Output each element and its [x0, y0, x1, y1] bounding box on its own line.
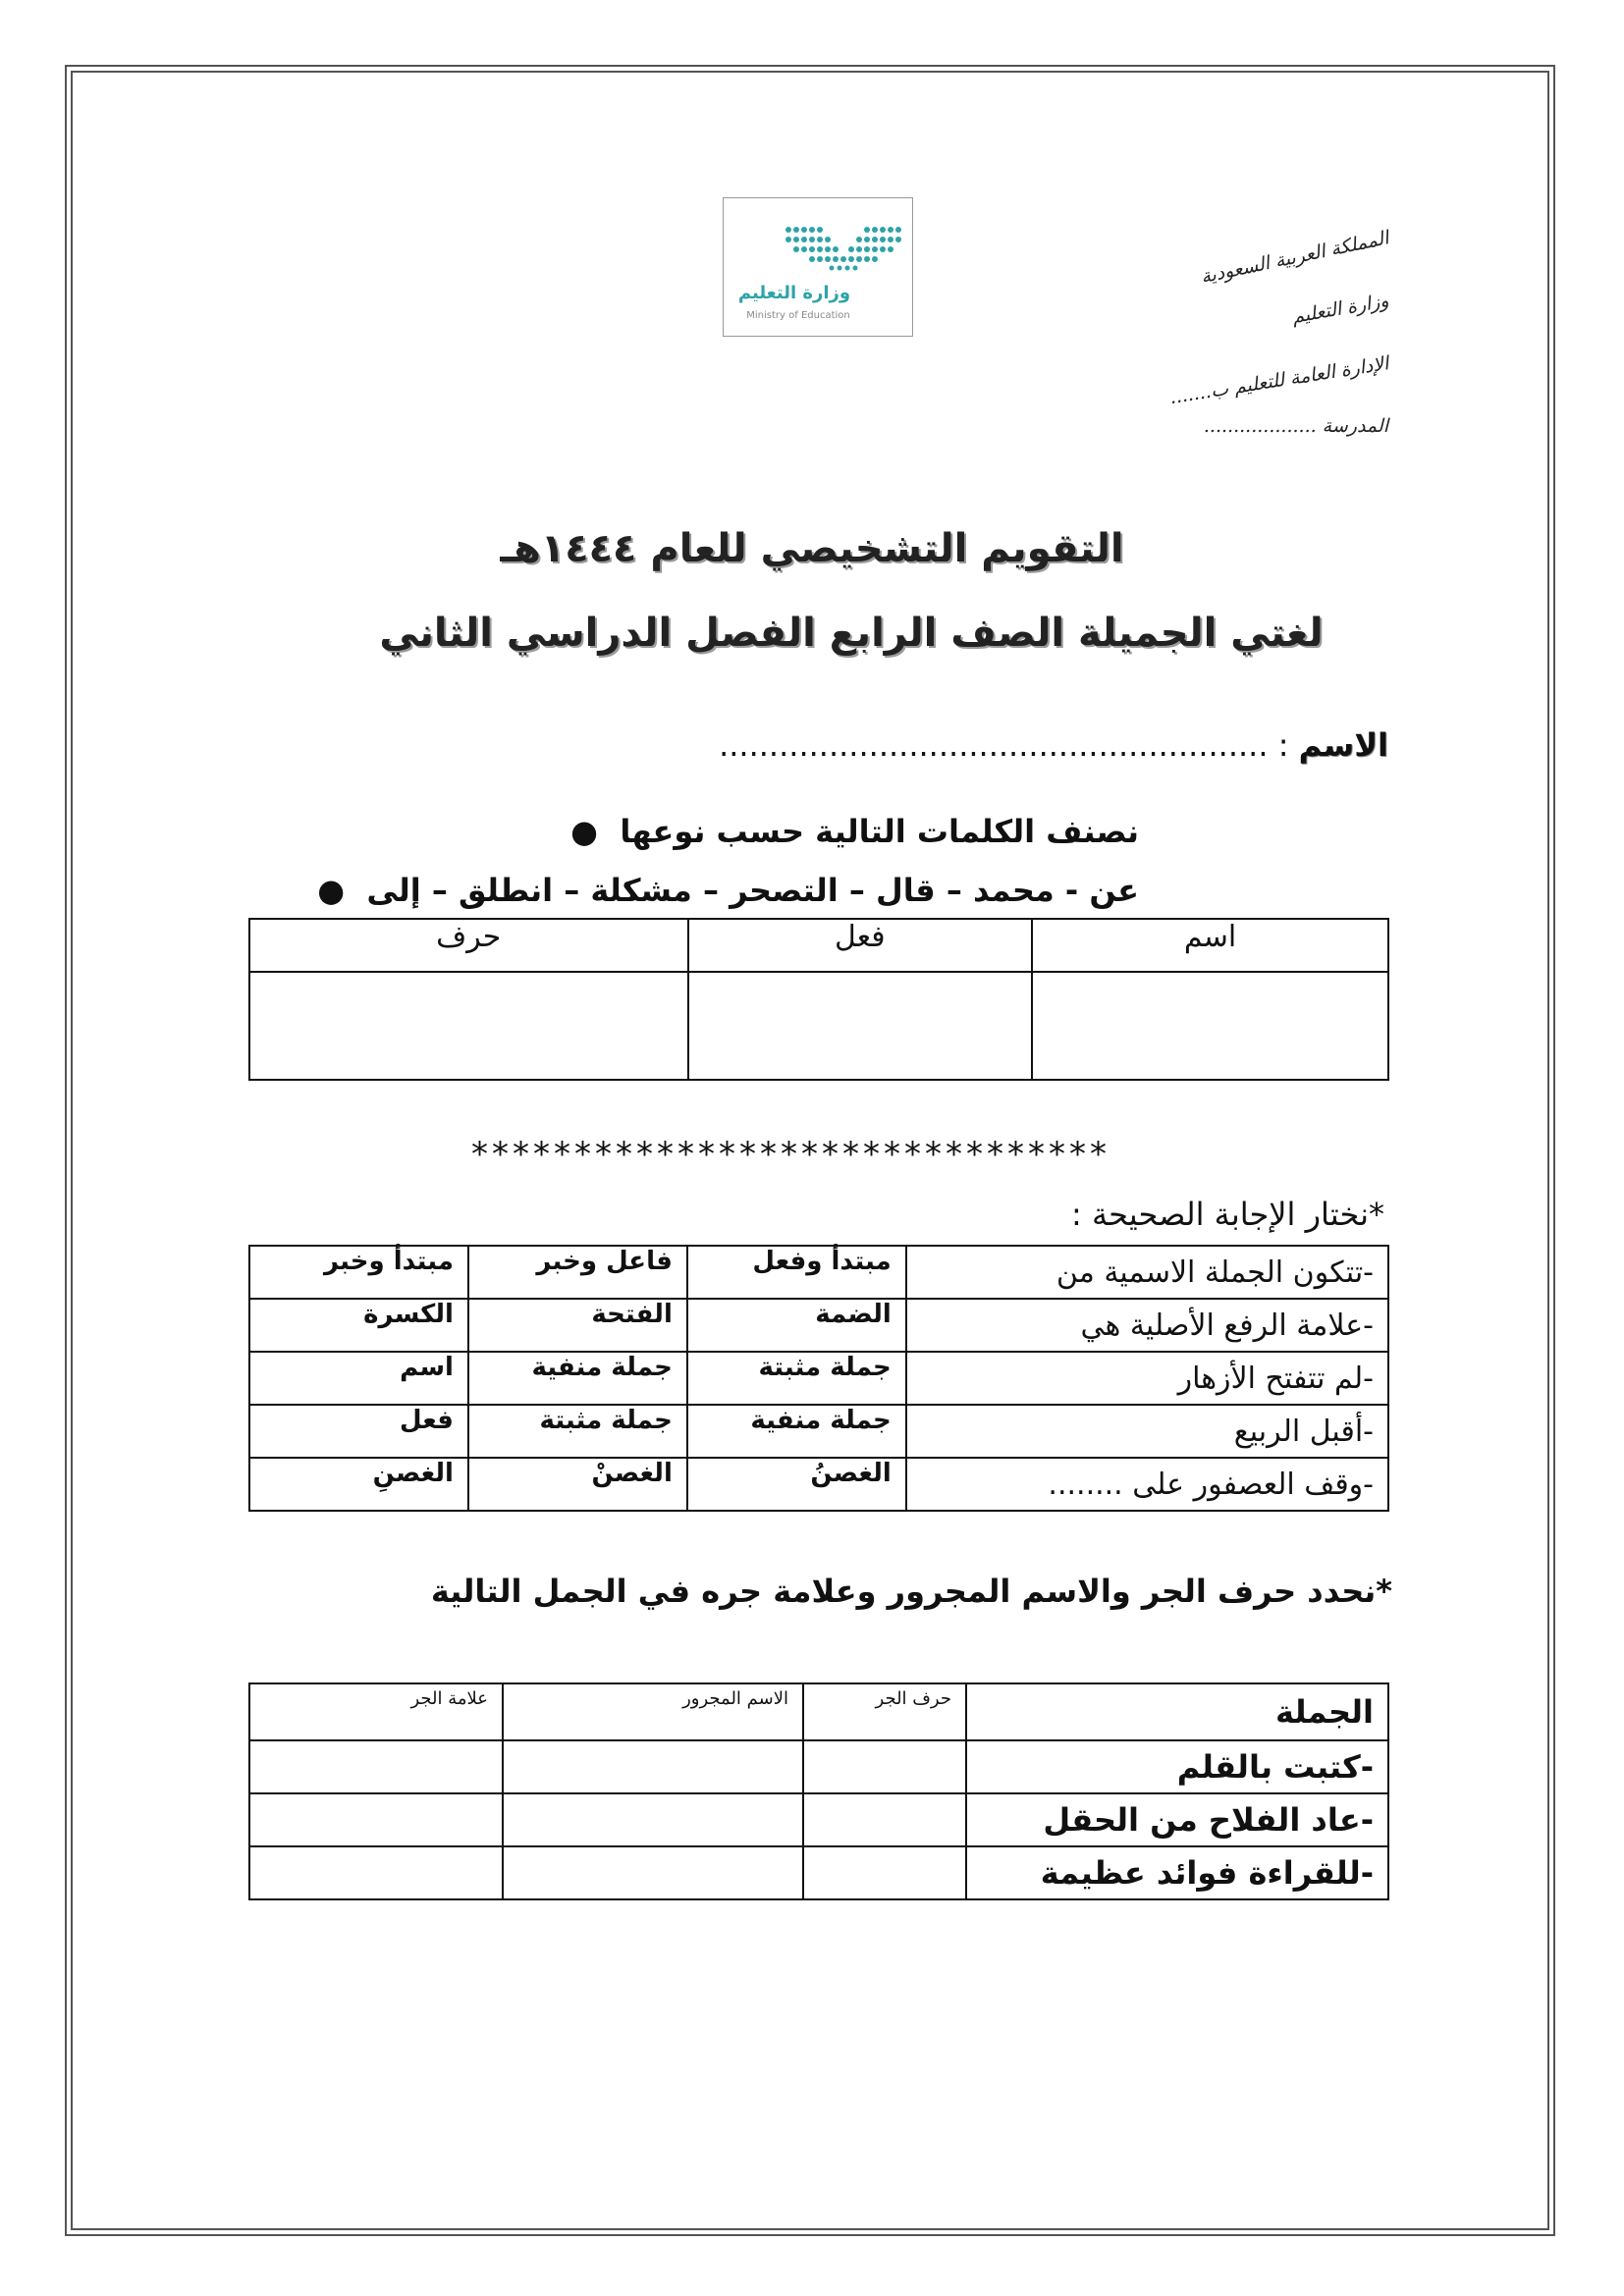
ministry-logo	[723, 197, 913, 337]
question-stem: -وقف العصفور على ........	[906, 1458, 1388, 1511]
choice-option[interactable]: الغصنُ	[687, 1458, 906, 1511]
choice-option[interactable]: الغصنْ	[468, 1458, 687, 1511]
choice-option[interactable]: جملة منفية	[468, 1352, 687, 1405]
question-stem: -لم تتفتح الأزهار	[906, 1352, 1388, 1405]
page-title: التقويم التشخيصي للعام ١٤٤٤هـ	[500, 526, 1124, 571]
table-row	[249, 1299, 1388, 1352]
classify-words	[295, 872, 1139, 909]
multiple-choice-instruction: *نختار الإجابة الصحيحة :	[1071, 1196, 1384, 1233]
administration-name: الإدارة العامة للتعليم ب.......	[1167, 352, 1390, 409]
choice-option[interactable]: مبتدأ وفعل	[687, 1246, 906, 1299]
choice-option[interactable]: جملة منفية	[687, 1405, 906, 1458]
table-row	[249, 1793, 1388, 1846]
choice-option[interactable]: فاعل وخبر	[468, 1246, 687, 1299]
classify-words-text: عن - محمد – قال – التصحر – مشكلة – انطلق – إلى	[366, 872, 1139, 909]
table-row	[249, 1246, 1388, 1299]
classify-instruction-text: نصنف الكلمات التالية حسب نوعها	[620, 813, 1139, 850]
question-stem: -علامة الرفع الأصلية هي	[906, 1299, 1388, 1352]
answer-cell[interactable]	[803, 1740, 966, 1793]
choice-option[interactable]: مبتدأ وخبر	[249, 1246, 468, 1299]
header-genitive-mark: علامة الجر	[249, 1683, 503, 1740]
answer-cell-noun[interactable]	[1032, 972, 1388, 1080]
table-row	[249, 1740, 1388, 1793]
answer-cell[interactable]	[249, 1846, 503, 1899]
choice-option[interactable]: الفتحة	[468, 1299, 687, 1352]
header-sentence: الجملة	[966, 1683, 1388, 1740]
student-name-row	[719, 726, 1388, 764]
preposition-table	[248, 1682, 1389, 1900]
table-row	[249, 1458, 1388, 1511]
school-name: المدرسة ...................	[1203, 415, 1388, 437]
question-stem: -أقبل الربيع	[906, 1405, 1388, 1458]
sentence-cell: -عاد الفلاح من الحقل	[966, 1793, 1388, 1846]
header-genitive-noun: الاسم المجرور	[503, 1683, 803, 1740]
sentence-cell: -للقراءة فوائد عظيمة	[966, 1846, 1388, 1899]
table-row	[249, 1352, 1388, 1405]
bullet-icon: ●	[317, 872, 346, 909]
preposition-instruction: *نحدد حرف الجر والاسم المجرور وعلامة جره في الجمل التالية	[430, 1573, 1392, 1610]
bullet-icon: ●	[570, 813, 599, 850]
answer-cell-particle[interactable]	[249, 972, 688, 1080]
answer-cell[interactable]	[249, 1793, 503, 1846]
logo-english-text: Ministry of Education	[746, 310, 850, 321]
choice-option[interactable]: الغصنِ	[249, 1458, 468, 1511]
choice-option[interactable]: الكسرة	[249, 1299, 468, 1352]
header-particle: حرف	[249, 919, 688, 972]
answer-cell[interactable]	[803, 1793, 966, 1846]
answer-cell[interactable]	[503, 1846, 803, 1899]
table-header-row	[249, 1683, 1388, 1740]
name-label: الاسم	[1298, 726, 1388, 764]
table-header-row	[249, 919, 1388, 972]
country-name: المملكة العربية السعودية	[1199, 227, 1391, 289]
choice-option[interactable]: جملة مثبتة	[468, 1405, 687, 1458]
question-stem: -تتكون الجملة الاسمية من	[906, 1246, 1388, 1299]
classify-table	[248, 918, 1389, 1081]
header-noun: اسم	[1032, 919, 1388, 972]
name-separator: :	[1268, 726, 1299, 764]
name-blank[interactable]: .......................................................	[719, 726, 1269, 764]
answer-cell-verb[interactable]	[688, 972, 1033, 1080]
letterhead	[1153, 206, 1391, 457]
answer-row	[249, 972, 1388, 1080]
sentence-cell: -كتبت بالقلم	[966, 1740, 1388, 1793]
choice-option[interactable]: فعل	[249, 1405, 468, 1458]
classify-instruction	[295, 813, 1139, 850]
header-verb: فعل	[688, 919, 1033, 972]
answer-cell[interactable]	[503, 1793, 803, 1846]
choice-option[interactable]: اسم	[249, 1352, 468, 1405]
answer-cell[interactable]	[503, 1740, 803, 1793]
logo-arabic-text: وزارة التعليم	[737, 283, 851, 303]
answer-cell[interactable]	[803, 1846, 966, 1899]
choice-option[interactable]: الضمة	[687, 1299, 906, 1352]
ministry-name: وزارة التعليم	[1290, 290, 1390, 329]
table-row	[249, 1846, 1388, 1899]
section-separator: *******************************	[471, 1135, 1110, 1174]
answer-cell[interactable]	[249, 1740, 503, 1793]
table-row	[249, 1405, 1388, 1458]
logo-dots-icon	[785, 224, 902, 273]
header-preposition: حرف الجر	[803, 1683, 966, 1740]
multiple-choice-table	[248, 1245, 1389, 1512]
page-subtitle: لغتي الجميلة الصف الرابع الفصل الدراسي الثاني	[379, 611, 1324, 656]
choice-option[interactable]: جملة مثبتة	[687, 1352, 906, 1405]
